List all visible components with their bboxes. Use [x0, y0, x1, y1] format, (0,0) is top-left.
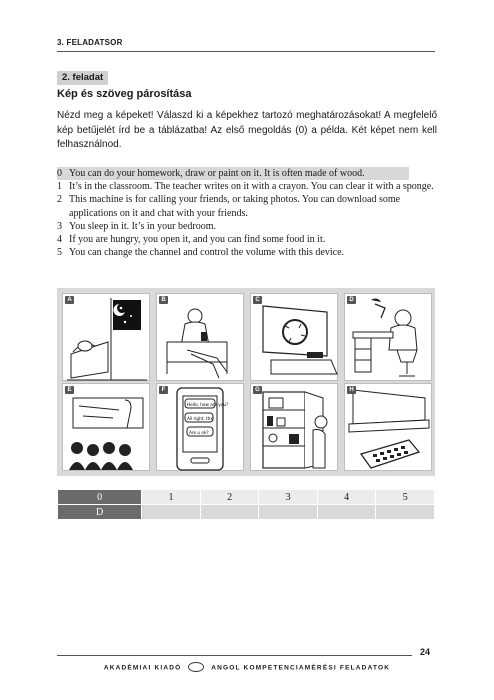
- answer-header-cell: 5: [376, 490, 434, 504]
- answer-cell[interactable]: [376, 505, 434, 519]
- picture-d-desk: [344, 293, 432, 381]
- footer-publisher: AKADÉMIAI KIADÓ: [103, 664, 182, 672]
- answer-cell[interactable]: [142, 505, 200, 519]
- page-number: 24: [420, 647, 431, 657]
- bed-illustration: [63, 294, 151, 382]
- answer-header-cell: 3: [259, 490, 317, 504]
- answer-header-cell: 2: [201, 490, 259, 504]
- task-badge: 2. feladat: [57, 71, 108, 85]
- picture-a-bed: [62, 293, 150, 381]
- picture-letter: F: [159, 386, 168, 394]
- remote-illustration: [345, 384, 433, 472]
- item-number: 1: [57, 181, 62, 193]
- item-text: If you are hungry, you open it, and you can find some food in it.: [69, 234, 326, 246]
- picture-letter: G: [253, 386, 262, 394]
- answer-table-header-row: [58, 490, 434, 504]
- board-illustration: [251, 294, 339, 382]
- picture-letter: E: [65, 386, 74, 394]
- item-text: It’s in the classroom. The teacher writes on it with a crayon. You can clear it with a sponge.: [69, 181, 434, 193]
- picture-e-classroom: [62, 383, 150, 471]
- item-text: This machine is for calling your friends, or taking photos. You can download some applications on it and chat with your friends.: [69, 194, 401, 219]
- answer-cell[interactable]: [259, 505, 317, 519]
- list-item: [57, 220, 437, 233]
- picture-c-board: [250, 293, 338, 381]
- answer-header-cell: 1: [142, 490, 200, 504]
- phone-chat-illustration: [157, 384, 245, 472]
- footer-series: ANGOL KOMPETENCIAMÉRÉSI FELADATOK: [211, 664, 391, 672]
- item-number: 5: [57, 247, 62, 259]
- publisher-logo-icon: [188, 662, 204, 672]
- item-text: You sleep in it. It’s in your bedroom.: [69, 220, 217, 232]
- footer: [0, 663, 494, 673]
- picture-letter: A: [65, 296, 74, 304]
- picture-letter: C: [253, 296, 262, 304]
- answer-table: [57, 489, 435, 520]
- phone-person-illustration: [157, 294, 245, 382]
- picture-letter: B: [159, 296, 168, 304]
- picture-f-phone-chat: [156, 383, 244, 471]
- fridge-illustration: [251, 384, 339, 472]
- answer-cell[interactable]: [318, 505, 376, 519]
- picture-h-remote: [344, 383, 432, 471]
- answer-cell-example: D: [58, 505, 141, 519]
- desk-illustration: [345, 294, 433, 382]
- section-header: 3. FELADATSOR: [57, 38, 435, 52]
- item-list: [57, 167, 437, 259]
- chat-bubble-3: Are u ok?: [189, 430, 209, 435]
- picture-b-phone: [156, 293, 244, 381]
- chat-bubble-2: All right, thx: [187, 416, 213, 421]
- answer-cell[interactable]: [201, 505, 259, 519]
- footer-divider: [57, 655, 412, 656]
- answer-table-answer-row: [58, 505, 434, 519]
- list-item: [57, 246, 437, 259]
- answer-header-cell: 0: [58, 490, 141, 504]
- item-number: 3: [57, 220, 62, 232]
- list-item: [57, 180, 437, 193]
- task-instructions: Nézd meg a képeket! Válaszd ki a képekhez tartozó meghatározásokat! A megfelelő kép betűjelét írd be a táblázatba! Az első megoldás (0) a példa. Két képet nem kell felhasználnod.: [57, 110, 437, 150]
- item-number: 0: [57, 168, 62, 179]
- picture-letter: H: [347, 386, 356, 394]
- picture-grid: [57, 288, 435, 476]
- list-item: [57, 233, 437, 246]
- chat-bubble-1: Hello, how are you?: [187, 402, 229, 407]
- list-item: [57, 193, 437, 219]
- item-text: You can change the channel and control the volume with this device.: [69, 247, 345, 259]
- picture-g-fridge: [250, 383, 338, 471]
- item-number: 2: [57, 194, 62, 206]
- list-item-example: [57, 167, 409, 180]
- classroom-illustration: [63, 384, 151, 472]
- item-text: You can do your homework, draw or paint on it. It is often made of wood.: [69, 168, 365, 179]
- task-title: Kép és szöveg párosítása: [57, 88, 192, 100]
- item-number: 4: [57, 234, 62, 246]
- answer-header-cell: 4: [318, 490, 376, 504]
- picture-letter: D: [347, 296, 356, 304]
